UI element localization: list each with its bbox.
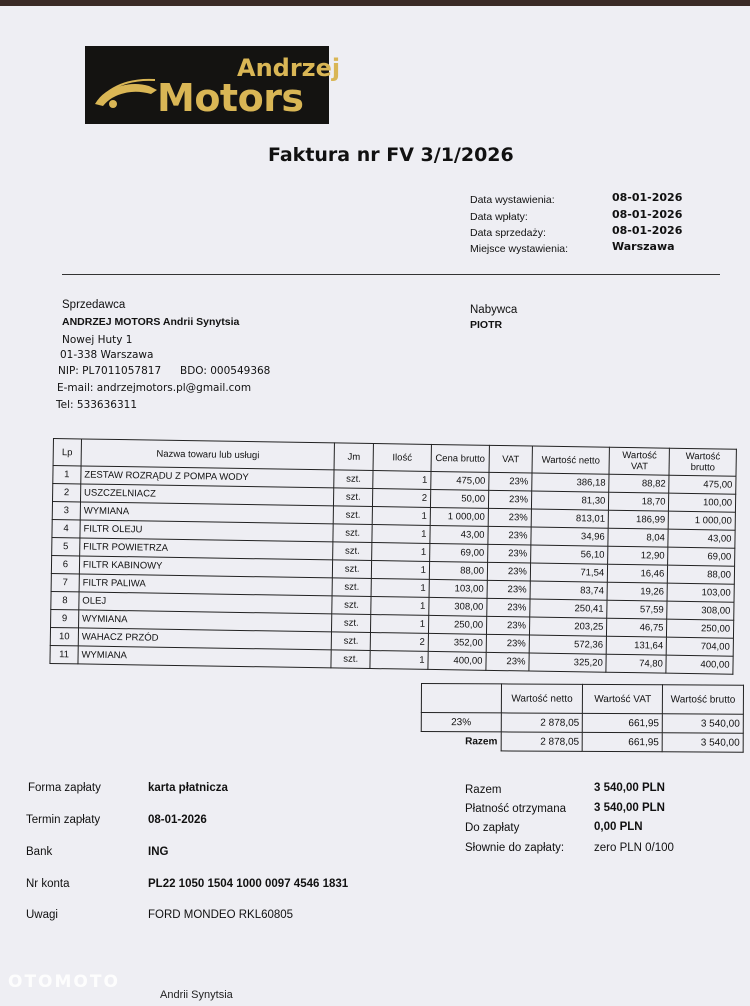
table-cell: 23%	[487, 580, 530, 599]
table-cell: WYMIANA	[78, 646, 332, 668]
table-cell: 352,00	[428, 633, 486, 652]
table-cell: szt.	[332, 596, 371, 615]
table-cell: FILTR KABINOWY	[79, 556, 333, 578]
table-cell: 250,00	[428, 615, 486, 634]
table-cell: 43,00	[430, 525, 488, 544]
notes-value: FORD MONDEO RKL60805	[148, 909, 294, 921]
table-cell: 400,00	[666, 655, 733, 674]
col-header: Wartość VAT	[609, 447, 670, 475]
col-header: Lp	[53, 439, 81, 466]
table-cell: 8	[51, 591, 79, 609]
items-table	[49, 438, 736, 675]
table-cell: szt.	[332, 632, 371, 651]
summary-rate: 23%	[421, 713, 501, 732]
table-cell: 23%	[488, 490, 531, 509]
payment-label: Bank	[26, 846, 53, 858]
table-cell: 43,00	[668, 529, 735, 548]
buyer-name: PIOTR	[470, 319, 503, 331]
table-cell: 1	[372, 525, 430, 544]
buyer-heading: Nabywca	[470, 304, 518, 316]
table-cell: 400,00	[428, 651, 486, 670]
table-cell: 475,00	[431, 471, 489, 490]
table-cell: 325,20	[529, 653, 607, 672]
table-cell: 1	[371, 597, 429, 616]
car-logo-icon	[91, 60, 161, 115]
table-cell: szt.	[333, 542, 372, 561]
table-cell: 2	[53, 484, 81, 502]
table-cell: 7	[51, 573, 79, 591]
table-cell: 3	[52, 502, 80, 520]
invoice-title: Faktura nr FV 3/1/2026	[268, 144, 514, 166]
summary-header: Wartość brutto	[663, 685, 744, 714]
table-cell: 23%	[487, 598, 530, 617]
table-cell: 57,59	[607, 600, 667, 619]
seller-email: E-mail: andrzejmotors.pl@gmail.com	[57, 382, 252, 394]
table-cell: 1	[53, 466, 81, 484]
table-cell: 1	[373, 471, 431, 490]
table-cell: 103,00	[429, 579, 487, 598]
table-cell: 46,75	[607, 618, 667, 637]
table-cell: 69,00	[430, 543, 488, 562]
table-cell: 69,00	[668, 547, 735, 566]
company-logo	[85, 46, 341, 124]
logo-name: Andrzej	[237, 54, 341, 82]
table-cell: 1	[370, 615, 428, 634]
table-cell: 250,41	[530, 599, 608, 618]
seller-street: Nowej Huty 1	[62, 334, 133, 346]
seller-heading: Sprzedawca	[62, 299, 126, 311]
summary-cell: 2 878,05	[501, 713, 583, 732]
watermark: OTOMOTO	[8, 972, 120, 992]
summary-cell: 661,95	[583, 713, 663, 732]
meta-label: Miejsce wystawienia:	[470, 243, 569, 255]
payment-value: ING	[148, 846, 169, 858]
table-cell: ZESTAW ROZRĄDU Z POMPA WODY	[81, 466, 335, 488]
table-cell: szt.	[334, 488, 373, 507]
total-label: Płatność otrzymana	[465, 803, 566, 815]
table-cell: 56,10	[531, 545, 609, 564]
table-cell: 88,82	[609, 474, 669, 493]
table-cell: 186,99	[608, 510, 668, 529]
table-cell: 18,70	[609, 492, 669, 511]
total-value: 3 540,00 PLN	[594, 802, 665, 814]
summary-header: Wartość netto	[501, 684, 583, 713]
col-header: Wartość netto	[532, 446, 610, 474]
table-cell: 11	[50, 645, 78, 663]
table-cell: USZCZELNIACZ	[80, 484, 334, 506]
table-cell: 23%	[489, 472, 532, 491]
summary-cell: 661,95	[583, 732, 663, 751]
table-cell: 308,00	[667, 601, 734, 620]
col-header: Jm	[334, 443, 373, 471]
table-cell: 572,36	[529, 635, 607, 654]
table-cell: 8,04	[608, 528, 668, 547]
table-cell: 2	[370, 633, 428, 652]
amount-in-words: zero PLN 0/100	[594, 842, 674, 854]
meta-value: Warszawa	[612, 240, 675, 253]
table-cell: 9	[51, 609, 79, 627]
table-cell: 131,64	[606, 636, 666, 655]
col-header: VAT	[489, 445, 532, 473]
table-cell: 100,00	[669, 493, 736, 512]
table-cell: 23%	[486, 634, 529, 653]
total-label: Słownie do zapłaty:	[465, 842, 565, 854]
total-value: 3 540,00 PLN	[594, 782, 665, 794]
table-cell: 250,00	[667, 619, 734, 638]
table-cell: WYMIANA	[80, 502, 334, 524]
table-cell: 88,00	[429, 561, 487, 580]
table-cell: 10	[50, 627, 78, 645]
table-cell: 50,00	[430, 489, 488, 508]
payment-value: karta płatnicza	[148, 782, 228, 794]
seller-name: ANDRZEJ MOTORS Andrii Synytsia	[62, 316, 240, 328]
table-cell: 16,46	[608, 564, 668, 583]
table-cell: WYMIANA	[78, 610, 332, 632]
summary-cell: 3 540,00	[662, 714, 743, 733]
table-cell: 704,00	[667, 637, 734, 656]
table-cell: 71,54	[530, 563, 608, 582]
table-cell: OLEJ	[79, 592, 333, 614]
table-cell: 4	[52, 519, 80, 537]
account-number: PL22 1050 1504 1000 0097 4546 1831	[148, 878, 349, 890]
table-cell: 475,00	[669, 475, 736, 494]
table-cell: szt.	[333, 560, 372, 579]
summary-corner	[421, 684, 501, 713]
table-cell: 74,80	[606, 654, 666, 673]
total-label: Do zapłaty	[465, 822, 520, 834]
table-cell: 1	[370, 651, 428, 670]
table-cell: 23%	[486, 652, 529, 671]
table-cell: 34,96	[531, 527, 609, 546]
table-cell: 23%	[486, 616, 529, 635]
vat-summary-table	[421, 683, 744, 753]
table-cell: 813,01	[531, 509, 609, 528]
col-header: Nazwa towaru lub usługi	[81, 439, 335, 470]
table-cell: szt.	[332, 578, 371, 597]
payment-label: Forma zapłaty	[28, 782, 101, 794]
table-cell: 1	[371, 579, 429, 598]
summary-cell: 3 540,00	[662, 733, 743, 752]
table-cell: 19,26	[607, 582, 667, 601]
table-cell: 88,00	[668, 565, 735, 584]
col-header: Cena brutto	[431, 444, 489, 472]
table-cell: szt.	[334, 506, 373, 525]
payment-label: Uwagi	[26, 909, 58, 921]
seller-nip: NIP: PL7011057817	[58, 365, 162, 377]
meta-value: 08-01-2026	[612, 208, 683, 221]
table-cell: szt.	[333, 524, 372, 543]
meta-label: Data wpłaty:	[470, 211, 528, 223]
table-cell: 308,00	[429, 597, 487, 616]
total-value: 0,00 PLN	[594, 821, 643, 833]
table-cell: 23%	[488, 544, 531, 563]
table-cell: 81,30	[531, 491, 609, 510]
meta-label: Data sprzedaży:	[470, 227, 546, 239]
table-cell: 1 000,00	[669, 511, 736, 530]
table-cell: szt.	[334, 470, 373, 489]
col-header: Ilość	[373, 444, 431, 472]
table-cell: 12,90	[608, 546, 668, 565]
table-cell: 23%	[487, 562, 530, 581]
table-cell: FILTR POWIETRZA	[80, 538, 334, 560]
seller-city: 01-338 Warszawa	[60, 349, 154, 361]
payment-value: 08-01-2026	[148, 814, 207, 826]
table-cell: szt.	[331, 650, 370, 669]
table-cell: 23%	[488, 508, 531, 527]
table-cell: 23%	[488, 526, 531, 545]
divider	[62, 274, 720, 275]
table-cell: FILTR OLEJU	[80, 520, 334, 542]
total-label: Razem	[465, 784, 502, 796]
payment-label: Termin zapłaty	[26, 814, 101, 826]
meta-label: Data wystawienia:	[470, 194, 555, 206]
table-cell: 203,25	[529, 617, 607, 636]
payment-label: Nr konta	[26, 878, 70, 890]
table-cell: 6	[51, 555, 79, 573]
invoice-paper	[0, 6, 750, 1006]
table-cell: 1	[372, 543, 430, 562]
items-body	[50, 466, 736, 675]
table-cell: 1	[372, 507, 430, 526]
seller-bdo: BDO: 000549368	[180, 365, 271, 377]
meta-value: 08-01-2026	[612, 224, 683, 237]
meta-value: 08-01-2026	[612, 191, 683, 204]
table-cell: szt.	[332, 614, 371, 633]
summary-total-label: Razem	[465, 735, 498, 748]
table-cell: WAHACZ PRZÓD	[78, 628, 332, 650]
summary-header: Wartość VAT	[583, 684, 663, 713]
signature-name: Andrii Synytsia	[160, 989, 233, 1001]
table-cell: 103,00	[667, 583, 734, 602]
col-header: Wartość brutto	[669, 448, 736, 476]
logo-brand: Motors	[157, 76, 304, 120]
summary-cell: 2 878,05	[501, 732, 583, 751]
table-cell: 386,18	[532, 473, 610, 492]
seller-phone: Tel: 533636311	[56, 399, 138, 411]
table-cell: 1 000,00	[430, 507, 488, 526]
table-cell: 1	[371, 561, 429, 580]
table-cell: 83,74	[530, 581, 608, 600]
table-cell: 5	[52, 537, 80, 555]
table-cell: 2	[372, 489, 430, 508]
table-cell: FILTR PALIWA	[79, 574, 333, 596]
